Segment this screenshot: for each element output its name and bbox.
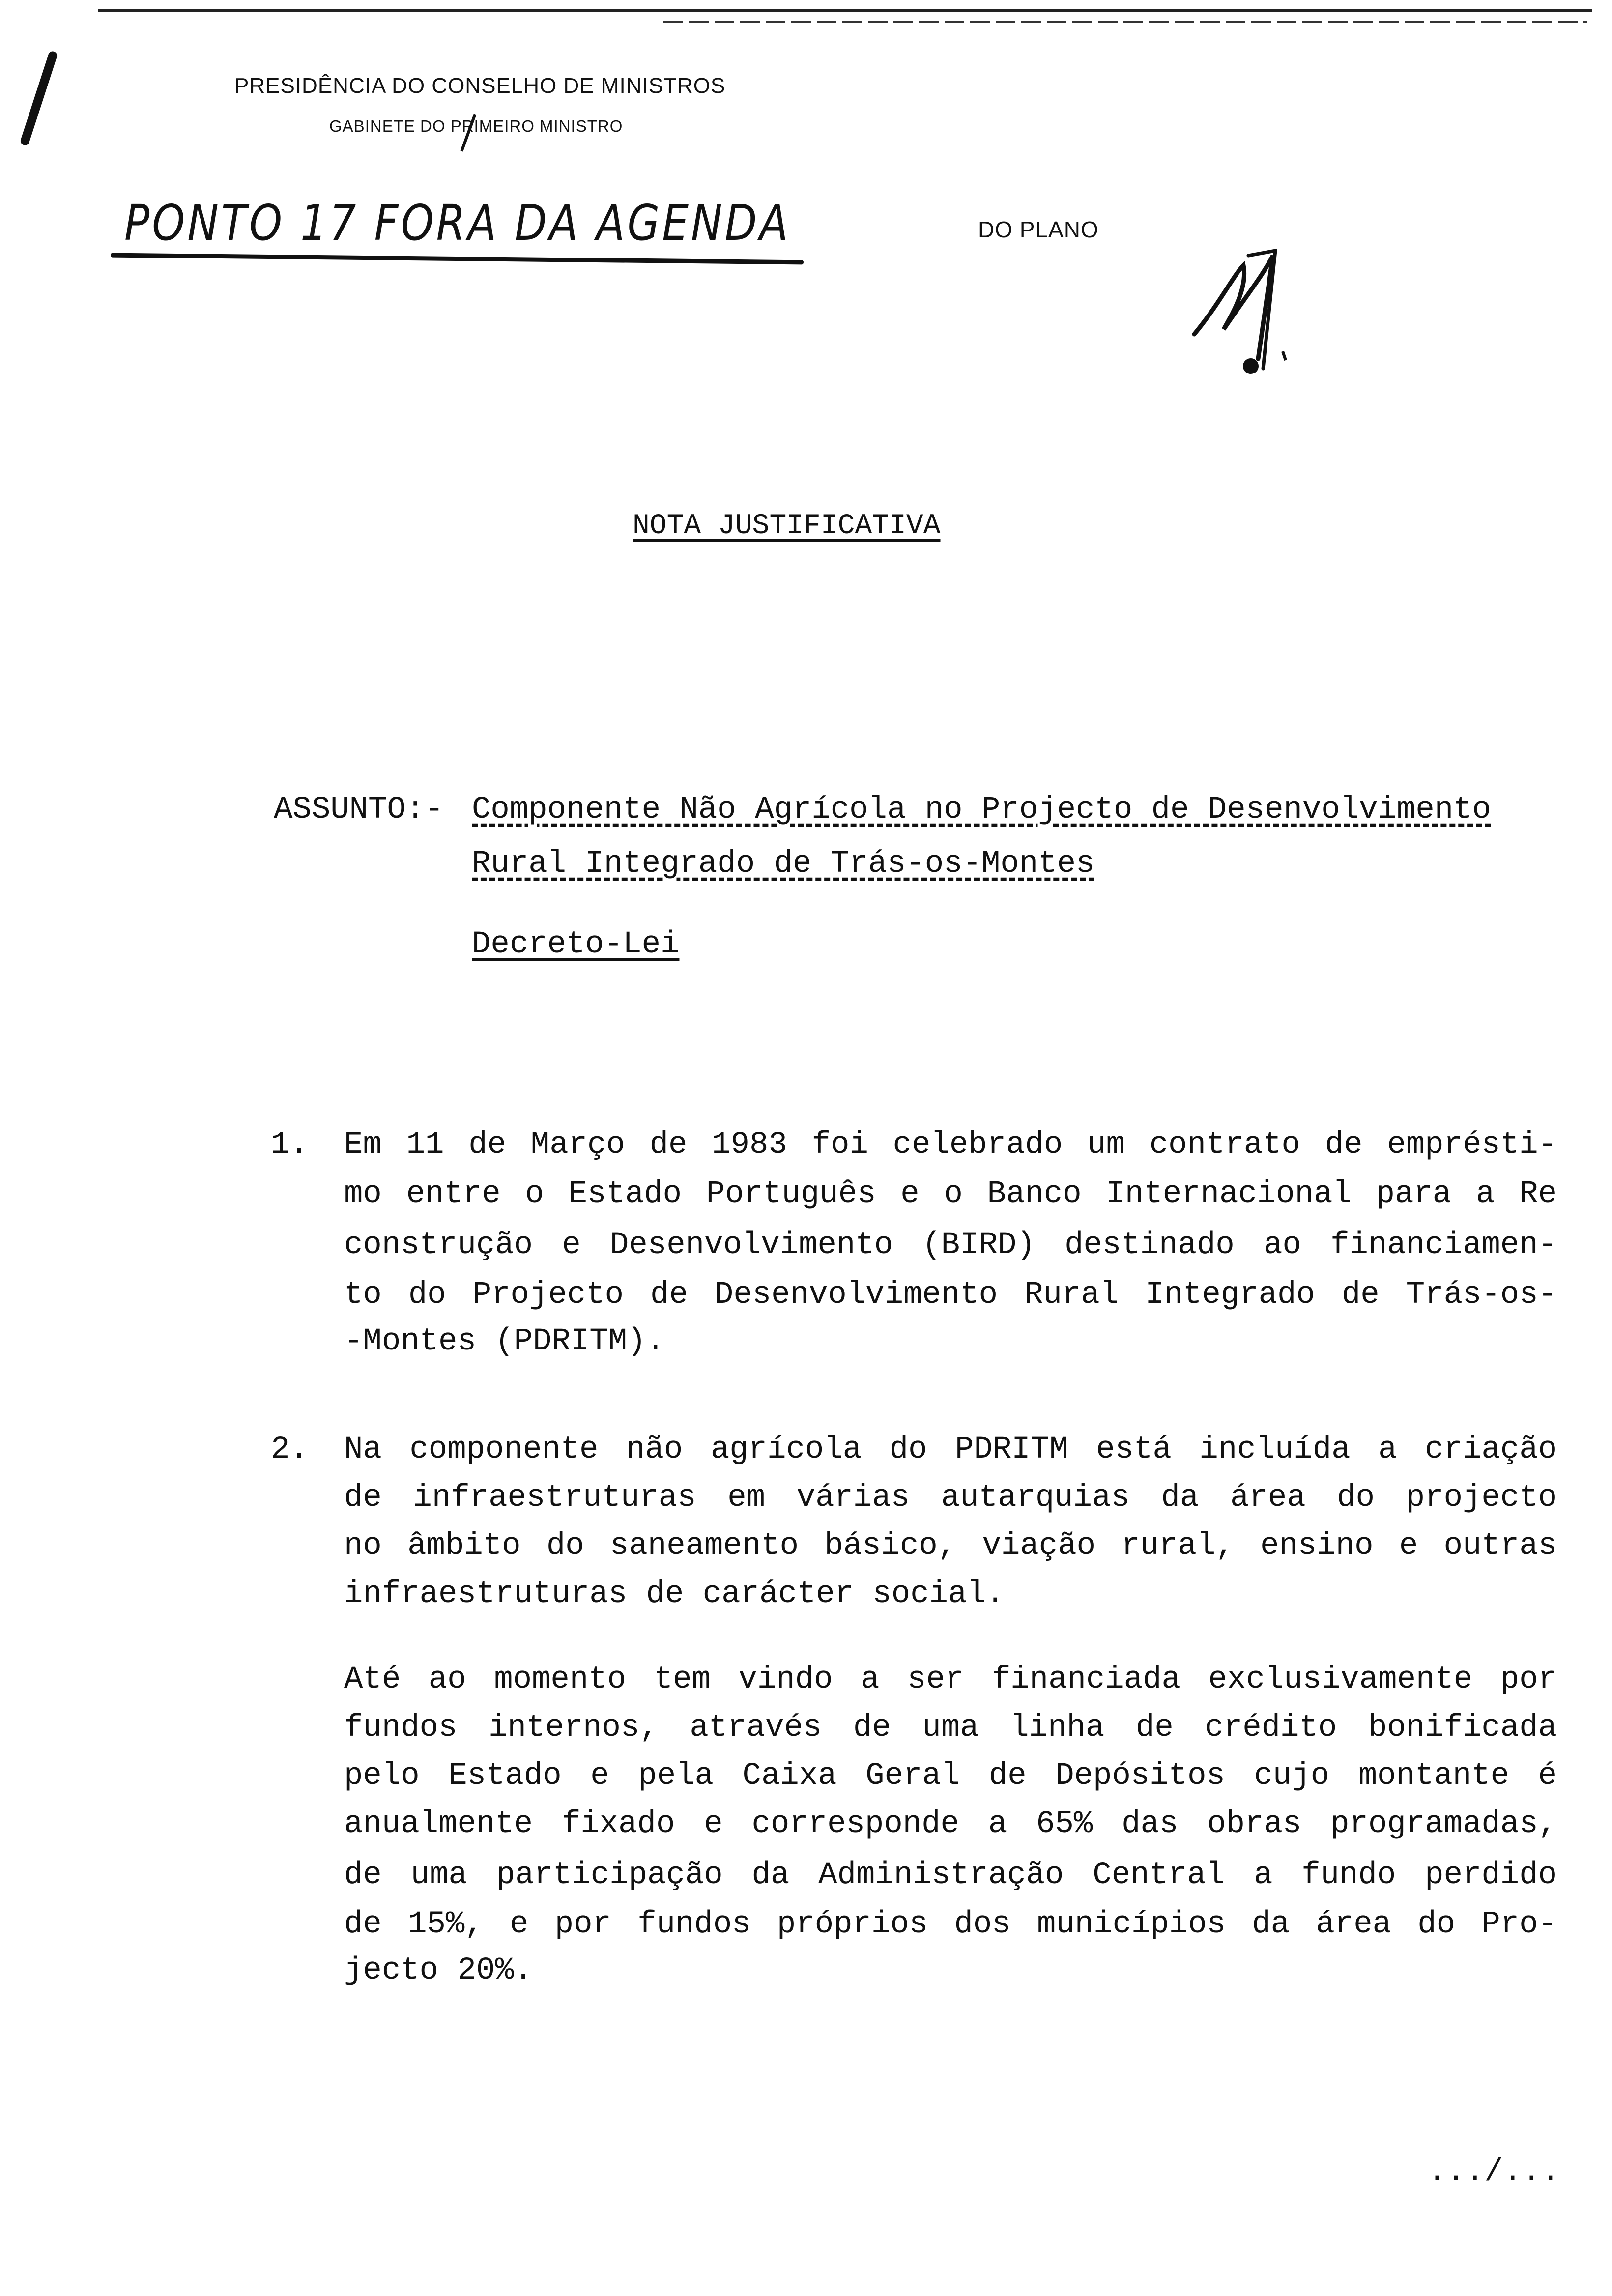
paragraph-line: de uma participação da Administração Central a fundo perdido: [344, 1858, 1557, 1893]
department-label: DO PLANO: [978, 217, 1099, 242]
handwritten-agenda-note: PONTO 17 FORA DA AGENDA: [124, 194, 791, 252]
document-title: NOTA JUSTIFICATIVA: [633, 510, 941, 542]
paragraph-line: mo entre o Estado Português e o Banco Internacional para a Re: [344, 1177, 1557, 1212]
paragraph-line: Até ao momento tem vindo a ser financiada exclusivamente por: [344, 1662, 1557, 1697]
subject-line: Rural Integrado de Trás-os-Montes: [472, 846, 1095, 882]
paragraph-line: Em 11 de Março de 1983 foi celebrado um contrato de emprésti-: [344, 1127, 1557, 1163]
paragraph-line: construção e Desenvolvimento (BIRD) destinado ao financiamen-: [344, 1228, 1557, 1263]
paragraph-line: -Montes (PDRITM).: [344, 1324, 665, 1359]
paragraph-line: de 15%, e por fundos próprios dos municípios da área do Pro-: [344, 1907, 1557, 1942]
handwritten-slash-mark: [20, 50, 58, 146]
paragraph-number: 2.: [271, 1432, 309, 1467]
continuation-mark: .../...: [1428, 2154, 1560, 2190]
subject-label: ASSUNTO:-: [274, 792, 444, 828]
institution-header: PRESIDÊNCIA DO CONSELHO DE MINISTROS: [234, 74, 726, 98]
paragraph-line: Na componente não agrícola do PDRITM está incluída a criação: [344, 1432, 1557, 1467]
handwritten-initials-signature: [1189, 246, 1327, 383]
paragraph-line: no âmbito do saneamento básico, viação rural, ensino e outras: [344, 1528, 1557, 1564]
paragraph-line: to do Projecto de Desenvolvimento Rural Integrado de Trás-os-: [344, 1277, 1557, 1313]
handwritten-underline: [111, 253, 804, 265]
subject-line: Componente Não Agrícola no Projecto de Desenvolvimento: [472, 792, 1491, 828]
paragraph-line: pelo Estado e pela Caixa Geral de Depósitos cujo montante é: [344, 1758, 1557, 1794]
paragraph-line: jecto 20%.: [344, 1953, 533, 1988]
subject-document-type: Decreto-Lei: [472, 927, 680, 962]
scan-top-edge: [98, 9, 1592, 12]
paragraph-number: 1.: [271, 1127, 309, 1163]
office-header: GABINETE DO PRIMEIRO MINISTRO: [329, 117, 623, 135]
scan-top-edge-noise: [663, 21, 1587, 23]
paragraph-line: de infraestruturas em várias autarquias da área do projecto: [344, 1480, 1557, 1516]
paragraph-line: fundos internos, através de uma linha de crédito bonificada: [344, 1710, 1557, 1746]
paragraph-line: infraestruturas de carácter social.: [344, 1577, 1005, 1612]
paragraph-line: anualmente fixado e corresponde a 65% das obras programadas,: [344, 1807, 1557, 1842]
